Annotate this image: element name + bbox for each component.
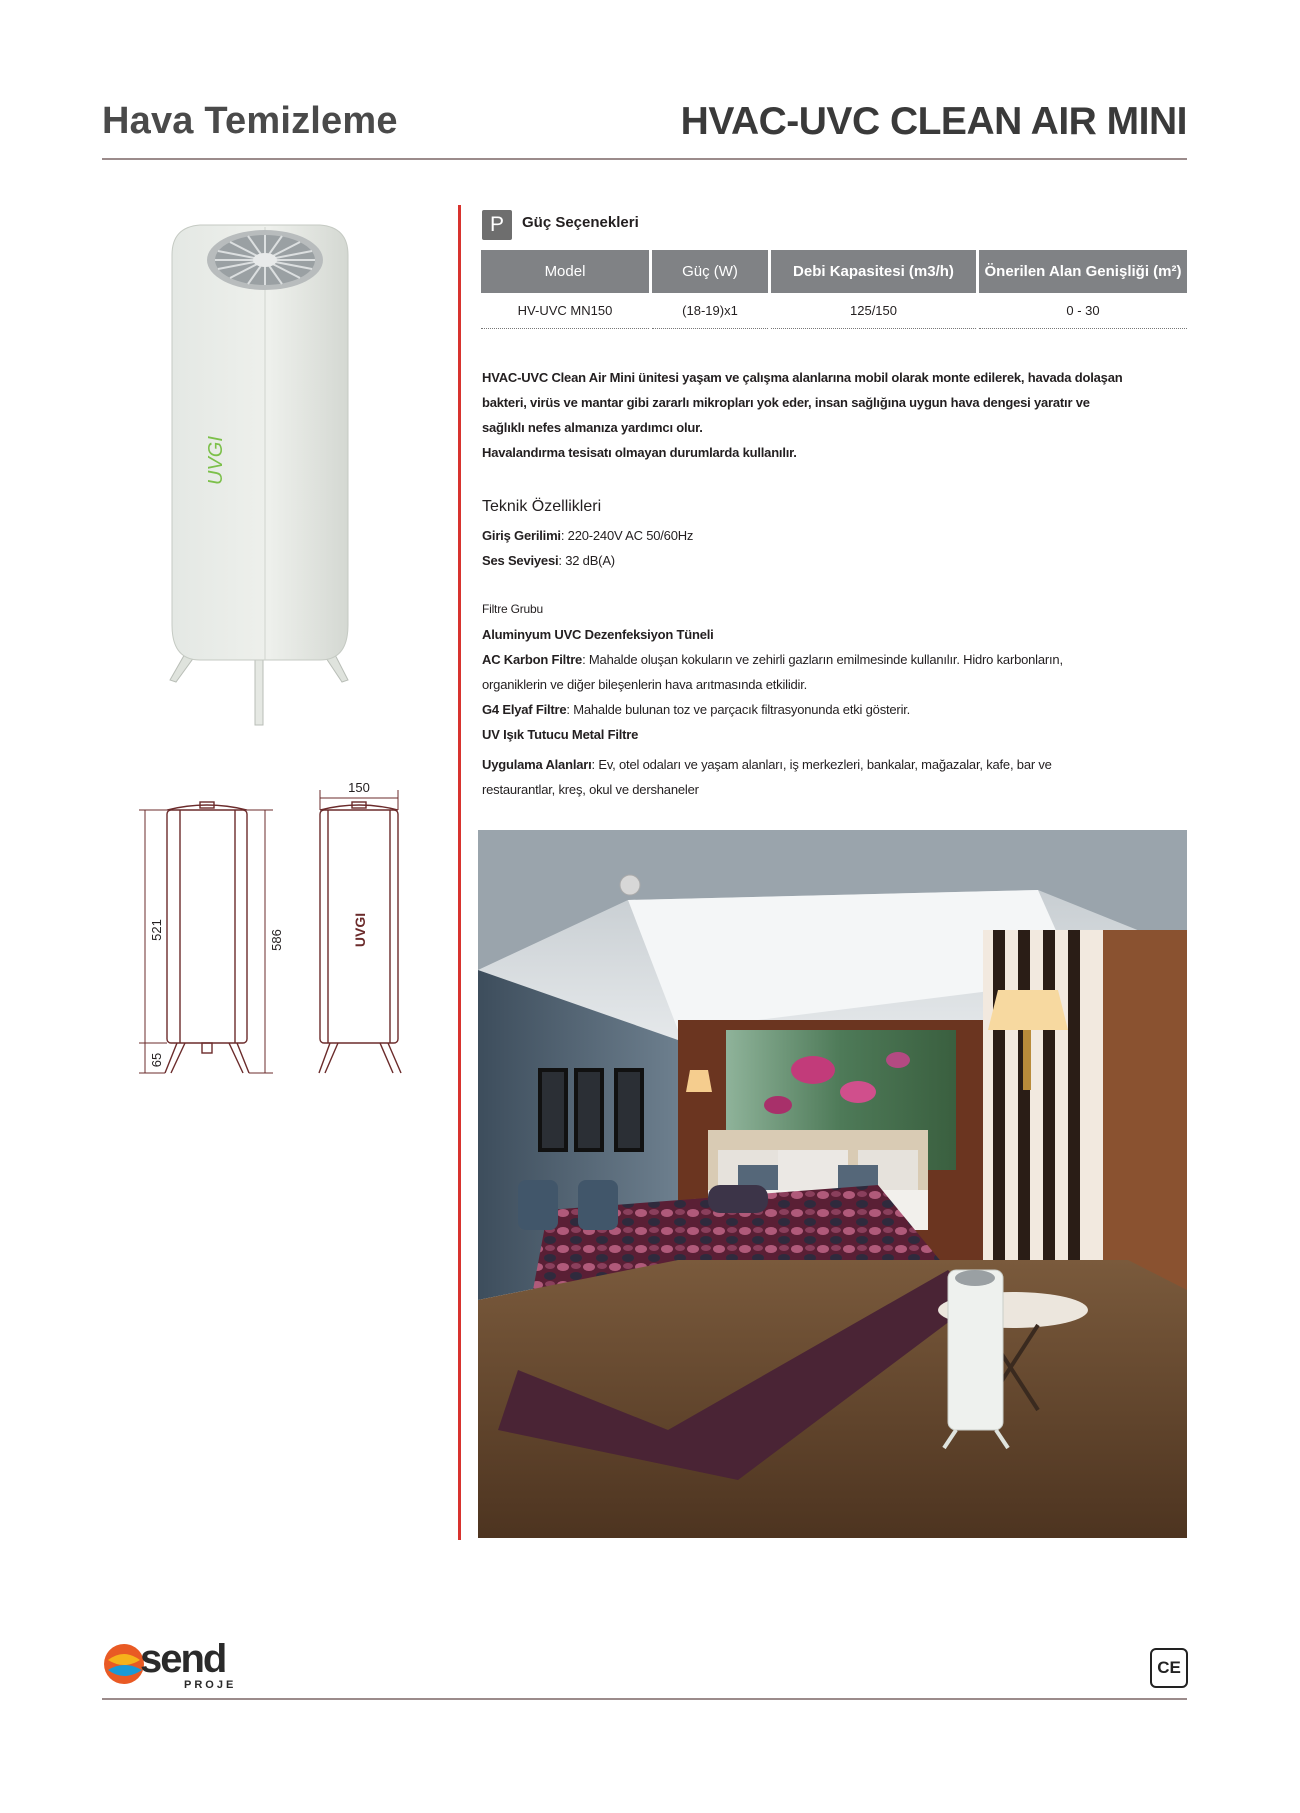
noise-label: Ses Seviyesi xyxy=(482,553,559,568)
company-logo xyxy=(102,1630,272,1695)
dim-leg-height: 65 xyxy=(149,1052,164,1068)
voltage-value: : 220-240V AC 50/60Hz xyxy=(560,528,694,543)
product-title: HVAC-UVC CLEAN AIR MINI xyxy=(680,100,1187,143)
description-line: Havalandırma tesisatı olmayan durumlarda kullanılır. xyxy=(482,445,797,460)
drawing-brand-label: UVGI xyxy=(352,912,368,948)
filter-item-cont: organiklerin ve diğer bileşenlerin hava arıtmasında etkilidir. xyxy=(482,677,808,692)
footer-divider xyxy=(102,1698,1187,1700)
noise-row xyxy=(482,548,615,573)
col-area: Önerilen Alan Genişliği (m²) xyxy=(979,250,1187,293)
noise-value: : 32 dB(A) xyxy=(558,553,615,568)
page-category: Hava Temizleme xyxy=(102,100,398,142)
col-flow: Debi Kapasitesi (m3/h) xyxy=(771,250,976,293)
dim-total-height: 586 xyxy=(269,929,284,951)
dim-body-height: 521 xyxy=(149,919,164,941)
section-tag: P xyxy=(482,210,512,240)
filter-item: G4 Elyaf Filtre: Mahalde bulunan toz ve parçacık filtrasyonunda etki gösterir. xyxy=(482,702,911,717)
cell-area: 0 - 30 xyxy=(979,293,1187,329)
svg-text:send: send xyxy=(140,1637,226,1681)
table-row xyxy=(481,293,1187,329)
description-line: sağlıklı nefes almanıza yardımcı olur. xyxy=(482,420,703,435)
cell-flow: 125/150 xyxy=(771,293,976,329)
application-areas: Uygulama Alanları: Ev, otel odaları ve yaşam alanları, iş merkezleri, bankalar, mağazalar, kafe, bar ve xyxy=(482,757,1052,772)
filter-item: Aluminyum UVC Dezenfeksiyon Tüneli xyxy=(482,627,714,642)
ce-mark: CE xyxy=(1150,1648,1188,1688)
col-model: Model xyxy=(481,250,649,293)
header-divider xyxy=(102,158,1187,160)
product-image xyxy=(160,215,360,735)
power-table xyxy=(478,250,1190,329)
voltage-label: Giriş Gerilimi xyxy=(482,528,561,543)
table-header-row xyxy=(481,250,1187,293)
tech-title: Teknik Özellikleri xyxy=(482,498,602,515)
filter-item: UV Işık Tutucu Metal Filtre xyxy=(482,727,639,742)
filter-title: Filtre Grubu xyxy=(482,602,543,616)
application-areas-cont: restaurantlar, kreş, okul ve dershaneler xyxy=(482,782,699,797)
description-line: bakteri, virüs ve mantar gibi zararlı mikropları yok eder, insan sağlığına uygun hava dengesi yaratır ve xyxy=(482,395,1090,410)
dimension-drawing xyxy=(125,770,425,1125)
cell-model: HV-UVC MN150 xyxy=(481,293,649,329)
col-power: Güç (W) xyxy=(652,250,768,293)
cell-power: (18-19)x1 xyxy=(652,293,768,329)
filter-item: AC Karbon Filtre: Mahalde oluşan kokuların ve zehirli gazların emilmesinde kullanılır. Hidro karbonların, xyxy=(482,652,1063,667)
description xyxy=(482,365,1182,465)
power-options-title: Güç Seçenekleri xyxy=(522,214,639,231)
voltage-row xyxy=(482,523,693,548)
dim-width: 150 xyxy=(348,780,370,795)
description-line: HVAC-UVC Clean Air Mini ünitesi yaşam ve çalışma alanlarına mobil olarak monte edilerek, havada dolaşan xyxy=(482,370,1123,385)
section-divider xyxy=(458,205,461,1540)
svg-text:PROJE: PROJE xyxy=(184,1679,237,1690)
room-photo xyxy=(478,830,1187,1538)
device-brand-label: UVGI xyxy=(205,436,227,485)
